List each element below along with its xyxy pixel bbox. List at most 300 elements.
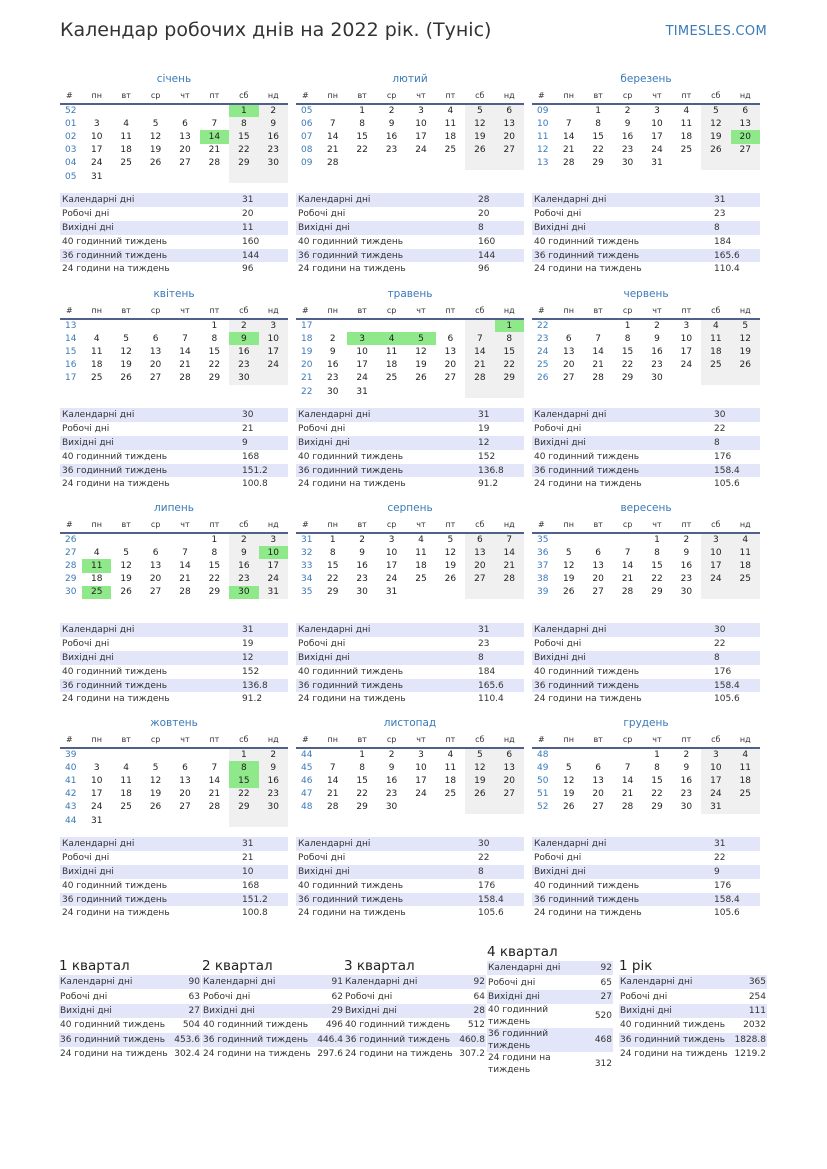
stat-label: 24 години на тиждень	[298, 908, 406, 919]
summary-value: 62	[331, 991, 343, 1002]
month-name[interactable]: травень	[387, 288, 433, 300]
weekday-header: пн	[554, 302, 583, 319]
week-row	[532, 144, 760, 157]
day-cell: 9	[229, 332, 258, 345]
summary-value: 446.4	[314, 1033, 344, 1047]
summary-label: Вихідні дні	[344, 1004, 456, 1018]
empty-cell	[436, 385, 465, 398]
weekday-header: пт	[672, 87, 701, 104]
week-number: 29	[65, 574, 77, 585]
empty-cell	[406, 319, 435, 332]
empty-cell	[377, 319, 406, 332]
day-cell: 28	[179, 373, 191, 384]
day-cell: 20	[592, 574, 604, 585]
day-cell: 25	[731, 788, 760, 801]
week-row	[296, 788, 524, 801]
stat-value: 9	[240, 436, 288, 450]
stat-value: 176	[714, 880, 732, 891]
month-calendar	[296, 715, 524, 814]
week-number: 01	[65, 118, 77, 129]
weekday-header: вт	[583, 516, 612, 533]
day-cell: 26	[731, 359, 760, 372]
month-name[interactable]: грудень	[623, 717, 669, 729]
day-cell: 12	[120, 560, 132, 571]
week-number: 09	[537, 106, 549, 117]
stat-row	[60, 837, 288, 851]
summary-value: 90	[171, 975, 201, 989]
stat-row	[532, 235, 760, 249]
weekday-header: нд	[259, 302, 288, 319]
stat-label: Вихідні дні	[296, 436, 476, 450]
day-cell: 15	[592, 131, 604, 142]
weekday-header: вт	[111, 516, 140, 533]
stat-label: 36 годинний тиждень	[296, 893, 476, 907]
stat-value: 136.8	[476, 464, 524, 478]
stat-label: Робочі дні	[62, 638, 110, 649]
month-calendar	[296, 71, 524, 170]
day-cell: 16	[356, 560, 368, 571]
empty-cell	[111, 170, 140, 183]
day-cell: 10	[701, 761, 730, 774]
weekday-header: ср	[377, 302, 406, 319]
stat-value: 31	[712, 193, 760, 207]
site-logo[interactable]: TIMESLES.COM	[665, 24, 767, 39]
summary-table	[487, 961, 613, 1076]
week-row	[60, 372, 288, 385]
week-number: 20	[301, 360, 313, 371]
week-row	[532, 586, 760, 599]
empty-cell	[465, 157, 494, 170]
day-cell: 24	[356, 373, 368, 384]
stat-value: 31	[240, 837, 288, 851]
day-cell: 11	[90, 346, 103, 357]
day-cell: 4	[123, 118, 129, 129]
weekday-header: чт	[170, 516, 199, 533]
month-calendar	[296, 286, 524, 398]
week-row	[60, 359, 288, 372]
stat-value: 136.8	[240, 679, 288, 693]
stat-value: 151.2	[240, 464, 288, 478]
weekday-header: пт	[672, 302, 701, 319]
stat-row	[296, 408, 524, 422]
summary-label: Вихідні дні	[202, 1004, 314, 1018]
day-cell: 6	[465, 533, 494, 546]
summary-label: Календарні дні	[344, 975, 456, 989]
stat-value: 168	[242, 880, 260, 891]
day-cell: 24	[651, 145, 663, 156]
day-cell: 21	[326, 145, 339, 156]
day-cell: 22	[208, 360, 221, 371]
month-name[interactable]: липень	[154, 502, 194, 514]
day-cell: 11	[120, 131, 132, 142]
day-cell: 4	[731, 533, 760, 546]
day-cell: 6	[182, 118, 188, 129]
summary-label: Робочі дні	[488, 977, 536, 988]
stat-label: Вихідні дні	[532, 221, 712, 235]
day-cell: 2	[359, 535, 365, 546]
day-cell: 30	[651, 373, 663, 384]
day-cell: 13	[592, 775, 604, 786]
day-cell: 14	[200, 130, 229, 143]
day-cell: 7	[211, 118, 218, 129]
day-cell: 17	[415, 775, 427, 786]
stat-row	[296, 623, 524, 637]
day-cell: 27	[149, 373, 162, 384]
stat-value: 20	[242, 208, 254, 219]
week-number: 48	[301, 802, 313, 813]
stat-label: 40 годинний тиждень	[298, 236, 404, 247]
day-cell: 20	[444, 360, 457, 371]
weekday-header: пн	[554, 731, 583, 748]
stat-row	[296, 193, 524, 207]
day-cell: 23	[356, 574, 368, 585]
month-calendar	[296, 500, 524, 599]
summary-value: 111	[731, 1004, 767, 1018]
day-cell: 28	[465, 372, 494, 385]
stat-label: Робочі дні	[62, 852, 110, 863]
stat-value: 12	[476, 436, 524, 450]
day-cell: 28	[326, 158, 339, 169]
day-cell: 15	[495, 345, 524, 358]
stat-value: 23	[714, 208, 726, 219]
summary-row	[202, 1004, 344, 1018]
summary-block	[619, 957, 767, 1061]
day-cell: 8	[359, 118, 365, 129]
month-grid	[60, 731, 288, 827]
day-cell: 13	[149, 560, 162, 571]
weekday-header: пт	[200, 302, 229, 319]
empty-cell	[554, 748, 583, 761]
stat-row	[296, 235, 524, 249]
stat-label: Календарні дні	[532, 408, 712, 422]
stat-value: 151.2	[240, 893, 288, 907]
day-cell: 18	[444, 131, 457, 142]
day-cell: 29	[229, 801, 258, 814]
day-cell: 28	[208, 158, 221, 169]
day-cell: 9	[654, 333, 660, 344]
week-number: 14	[65, 333, 77, 344]
weekday-header: сб	[229, 302, 258, 319]
day-cell: 15	[651, 775, 663, 786]
week-number: 33	[301, 560, 313, 571]
weekday-header: пт	[436, 731, 465, 748]
week-number: 17	[65, 373, 77, 384]
week-number: 52	[537, 802, 549, 813]
stat-row	[532, 637, 760, 651]
stat-value: 96	[478, 264, 490, 275]
month-calendar	[532, 715, 760, 814]
weekday-header: чт	[642, 87, 671, 104]
stat-row	[532, 450, 760, 464]
weekday-header: пт	[436, 302, 465, 319]
day-cell: 2	[229, 319, 258, 332]
stat-label: Робочі дні	[534, 638, 582, 649]
month-name[interactable]: березень	[620, 73, 672, 85]
month-name[interactable]: вересень	[620, 502, 672, 514]
summary-row	[619, 1018, 767, 1032]
week-number: 18	[301, 333, 313, 344]
stat-row	[60, 262, 288, 276]
day-cell: 10	[385, 547, 398, 558]
week-row	[60, 319, 288, 332]
stat-value: 144	[240, 249, 288, 263]
weekday-header: чт	[642, 302, 671, 319]
week-row	[532, 533, 760, 546]
week-number-header: #	[532, 731, 554, 748]
stat-row	[296, 450, 524, 464]
weekday-header: ср	[377, 731, 406, 748]
week-row	[296, 586, 524, 599]
stat-value: 168	[242, 451, 260, 462]
month-name[interactable]: листопад	[383, 717, 437, 729]
day-cell: 30	[326, 386, 339, 397]
day-cell: 12	[731, 332, 760, 345]
weekday-header: ср	[141, 302, 170, 319]
weekday-header: чт	[406, 731, 435, 748]
empty-cell	[554, 319, 583, 332]
stat-row	[532, 477, 760, 491]
day-cell: 14	[562, 131, 575, 142]
day-cell: 22	[356, 145, 368, 156]
day-cell: 19	[120, 574, 132, 585]
day-cell: 2	[624, 106, 631, 117]
day-cell: 25	[120, 158, 132, 169]
day-cell: 17	[90, 145, 103, 156]
stat-label: 24 години на тиждень	[534, 264, 642, 275]
stat-row	[532, 422, 760, 436]
stat-label: Робочі дні	[298, 423, 346, 434]
week-row	[532, 788, 760, 801]
week-row	[60, 117, 288, 130]
day-cell: 15	[651, 560, 663, 571]
day-cell: 9	[229, 546, 258, 559]
empty-cell	[141, 319, 170, 332]
month-name[interactable]: червень	[623, 288, 669, 300]
summary-value: 254	[748, 991, 766, 1002]
day-cell: 8	[654, 762, 660, 773]
day-cell: 16	[326, 360, 339, 371]
empty-cell	[111, 319, 140, 332]
stat-row	[296, 221, 524, 235]
day-cell: 11	[444, 762, 457, 773]
weekday-header: нд	[731, 302, 760, 319]
stat-label: 24 години на тиждень	[534, 908, 642, 919]
day-cell: 12	[465, 761, 494, 774]
summary-label: Календарні дні	[59, 975, 171, 989]
weekday-header: сб	[701, 302, 730, 319]
summary-label: Робочі дні	[203, 991, 251, 1002]
stat-row	[296, 464, 524, 478]
empty-cell	[170, 814, 199, 827]
weekday-header: пн	[318, 302, 347, 319]
summary-row	[344, 989, 486, 1003]
month-name[interactable]: жовтень	[150, 717, 198, 729]
summary-label: Робочі дні	[345, 991, 393, 1002]
day-cell: 13	[731, 117, 760, 130]
day-cell: 3	[418, 106, 424, 117]
stat-row	[60, 893, 288, 907]
summary-row	[619, 975, 767, 989]
stat-label: 40 годинний тиждень	[534, 880, 640, 891]
day-cell: 18	[680, 131, 693, 142]
summary-label: 24 години на тиждень	[60, 1049, 168, 1060]
day-cell: 10	[701, 546, 730, 559]
day-cell: 21	[465, 359, 494, 372]
day-cell: 17	[90, 789, 103, 800]
day-cell: 10	[90, 131, 103, 142]
day-cell: 8	[359, 762, 365, 773]
stat-label: Календарні дні	[532, 623, 712, 637]
day-cell: 1	[359, 106, 365, 117]
day-cell: 17	[356, 360, 368, 371]
summary-value: 63	[188, 991, 200, 1002]
week-number-header: #	[532, 302, 554, 319]
stat-label: 24 години на тиждень	[62, 908, 170, 919]
empty-cell	[495, 157, 524, 170]
empty-cell	[465, 801, 494, 814]
week-row	[296, 385, 524, 398]
stat-label: 40 годинний тиждень	[298, 451, 404, 462]
week-number: 02	[65, 131, 77, 142]
stat-row	[60, 637, 288, 651]
day-cell: 7	[182, 333, 188, 344]
empty-cell	[82, 104, 111, 117]
month-stats	[60, 837, 288, 920]
stat-label: Робочі дні	[298, 852, 346, 863]
weekday-header: сб	[229, 731, 258, 748]
summary-title: 1 квартал	[59, 958, 130, 974]
day-cell: 24	[385, 574, 398, 585]
stat-value: 30	[476, 837, 524, 851]
week-number-header: #	[60, 87, 82, 104]
week-number: 36	[537, 547, 549, 558]
month-stats	[296, 623, 524, 706]
day-cell: 27	[179, 158, 191, 169]
week-number: 32	[301, 547, 313, 558]
stat-label: 36 годинний тиждень	[532, 679, 712, 693]
day-cell: 31	[651, 158, 663, 169]
day-cell: 30	[259, 157, 288, 170]
stat-row	[532, 665, 760, 679]
summary-value: 28	[456, 1004, 486, 1018]
day-cell: 29	[621, 373, 634, 384]
weekday-header: нд	[731, 87, 760, 104]
stat-row	[296, 851, 524, 865]
stat-row	[532, 221, 760, 235]
empty-cell	[583, 533, 612, 546]
day-cell: 7	[565, 118, 572, 129]
day-cell: 7	[182, 547, 188, 558]
day-cell: 11	[82, 559, 111, 572]
stat-row	[60, 464, 288, 478]
day-cell: 13	[562, 346, 575, 357]
summary-row	[619, 1033, 767, 1047]
month-name[interactable]: січень	[156, 73, 192, 85]
empty-cell	[170, 748, 199, 761]
stat-label: Календарні дні	[60, 408, 240, 422]
summary-row	[344, 1018, 486, 1032]
stat-label: 24 години на тиждень	[298, 479, 406, 490]
week-row	[296, 117, 524, 130]
week-row	[532, 117, 760, 130]
empty-cell	[111, 104, 140, 117]
day-cell: 14	[326, 775, 339, 786]
summary-row	[344, 975, 486, 989]
summary-label: 24 години на тиждень	[345, 1049, 453, 1060]
weekday-header: пт	[436, 516, 465, 533]
day-cell: 14	[621, 775, 634, 786]
summary-table	[344, 975, 486, 1061]
week-number: 37	[537, 560, 549, 571]
summary-row	[59, 1033, 201, 1047]
day-cell: 11	[415, 547, 427, 558]
day-cell: 3	[388, 535, 395, 546]
empty-cell	[318, 319, 347, 332]
stat-value: 176	[714, 451, 732, 462]
stat-row	[296, 422, 524, 436]
stat-row	[60, 477, 288, 491]
day-cell: 21	[208, 145, 221, 156]
stat-value: 105.6	[714, 908, 740, 919]
day-cell: 4	[447, 750, 454, 761]
week-number: 10	[537, 118, 549, 129]
stat-row	[532, 623, 760, 637]
stat-value: 105.6	[714, 694, 740, 705]
day-cell: 12	[701, 117, 730, 130]
weekday-header: пн	[82, 516, 111, 533]
day-cell: 9	[683, 547, 690, 558]
month-name[interactable]: лютий	[392, 73, 428, 85]
summary-value: 460.8	[456, 1033, 486, 1047]
week-row	[296, 573, 524, 586]
week-number: 50	[537, 775, 549, 786]
page-title: Календар робочих днів на 2022 рік. (Туніс)	[60, 19, 492, 41]
day-cell: 28	[179, 587, 191, 598]
day-cell: 5	[406, 332, 435, 345]
stat-value: 9	[712, 865, 760, 879]
day-cell: 22	[651, 789, 663, 800]
day-cell: 9	[329, 346, 336, 357]
day-cell: 22	[356, 789, 368, 800]
day-cell: 26	[562, 802, 575, 813]
month-name[interactable]: квітень	[153, 288, 195, 300]
day-cell: 27	[592, 802, 604, 813]
day-cell: 12	[149, 775, 162, 786]
week-number: 42	[65, 789, 77, 800]
stat-value: 152	[242, 666, 260, 677]
day-cell: 15	[356, 131, 368, 142]
week-row	[532, 748, 760, 761]
day-cell: 17	[651, 131, 663, 142]
day-cell: 3	[347, 332, 376, 345]
stat-label: Вихідні дні	[60, 651, 240, 665]
day-cell: 18	[701, 345, 730, 358]
stat-value: 31	[712, 837, 760, 851]
summary-label: 36 годинний тиждень	[619, 1033, 731, 1047]
day-cell: 9	[624, 118, 631, 129]
stat-label: Календарні дні	[296, 623, 476, 637]
week-number: 44	[65, 815, 77, 826]
weekday-header: сб	[465, 302, 494, 319]
day-cell: 27	[495, 788, 524, 801]
stat-label: 24 години на тиждень	[298, 264, 406, 275]
summary-row	[59, 1004, 201, 1018]
empty-cell	[259, 814, 288, 827]
day-cell: 24	[680, 360, 693, 371]
stat-value: 30	[712, 408, 760, 422]
month-grid	[296, 302, 524, 398]
month-name[interactable]: серпень	[387, 502, 433, 514]
